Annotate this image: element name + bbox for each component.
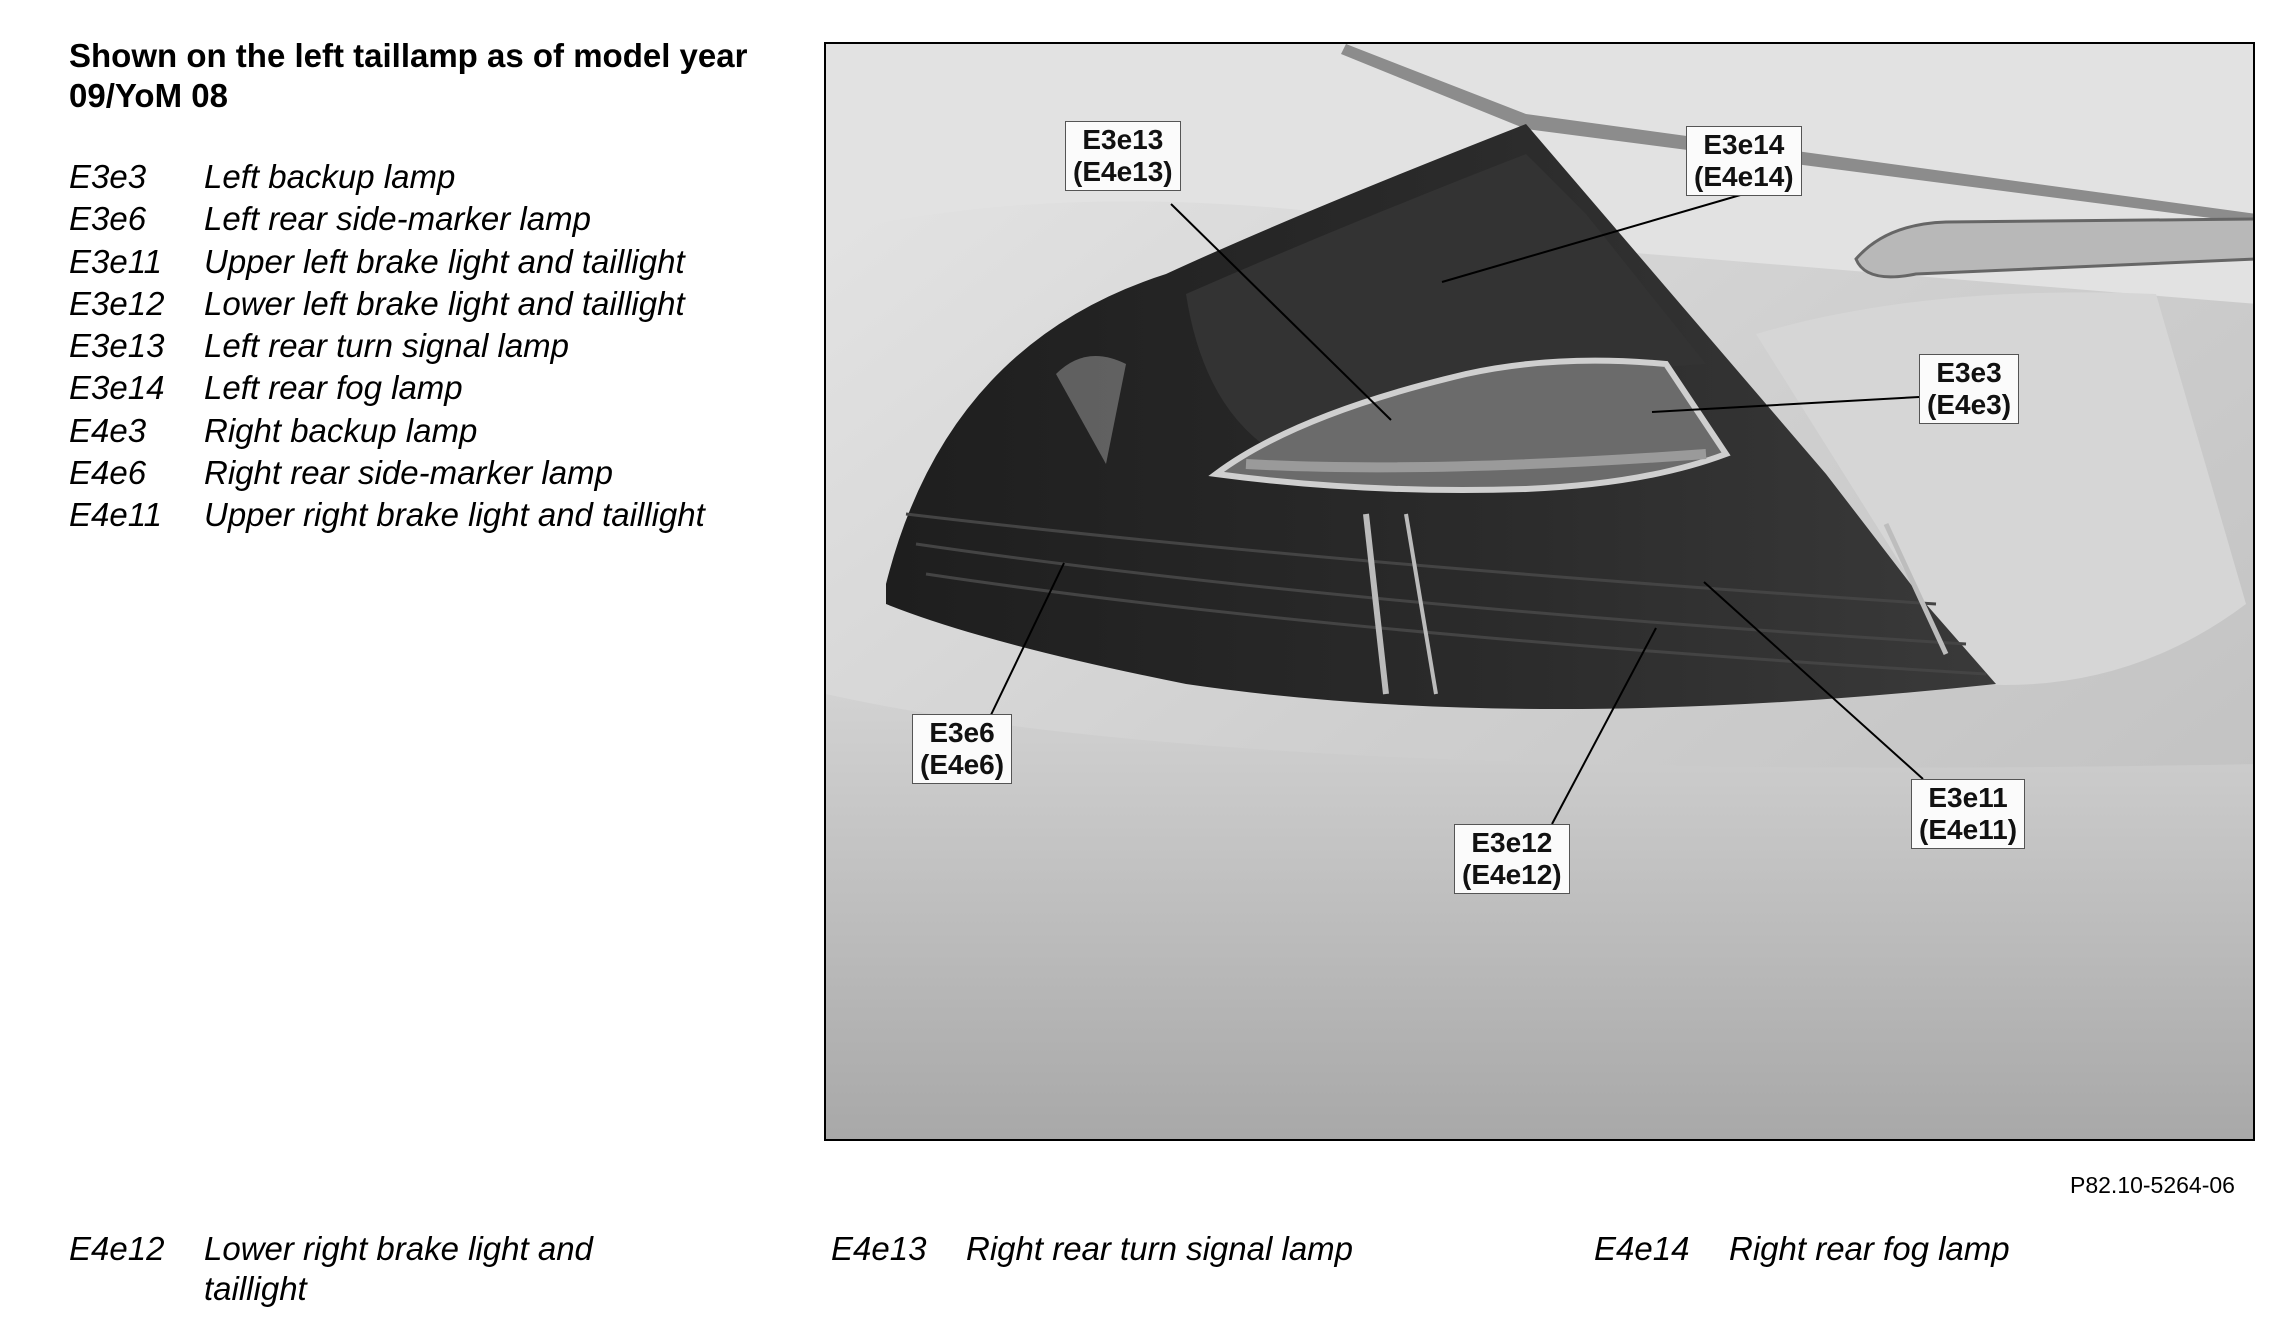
legend-desc: Left rear fog lamp bbox=[204, 369, 463, 407]
callout-e11-line1: E3e11 bbox=[1928, 782, 2008, 813]
callout-e3-line1: E3e3 bbox=[1936, 357, 2002, 388]
legend-code: E3e6 bbox=[69, 200, 147, 238]
callout-e13-line2: (E4e13) bbox=[1073, 156, 1173, 187]
callout-e13-line1: E3e13 bbox=[1082, 124, 1164, 155]
taillamp-photo bbox=[824, 42, 2255, 1141]
legend-desc: Right rear turn signal lamp bbox=[966, 1230, 1354, 1267]
legend-desc: Right rear fog lamp bbox=[1729, 1230, 2010, 1267]
legend-desc: Left rear turn signal lamp bbox=[204, 327, 570, 365]
callout-e11-line2: (E4e11) bbox=[1919, 814, 2018, 845]
legend-code: E3e3 bbox=[69, 158, 147, 195]
legend-code: E4e3 bbox=[69, 411, 147, 449]
callout-e12-line1: E3e12 bbox=[1471, 827, 1553, 858]
legend-desc: Upper right brake light and taillight bbox=[204, 496, 705, 534]
callout-e3-line2: (E4e3) bbox=[1927, 389, 2012, 420]
legend-code: E3e13 bbox=[69, 327, 165, 365]
callout-e12 bbox=[1454, 824, 1570, 894]
callout-e6-line2: (E4e6) bbox=[920, 749, 1005, 780]
legend-code: E3e14 bbox=[69, 369, 165, 407]
legend-desc: Right rear side-marker lamp bbox=[204, 454, 613, 492]
legend-code: E4e12 bbox=[69, 1230, 165, 1267]
callout-e6 bbox=[912, 714, 1012, 784]
legend-code: E3e11 bbox=[69, 242, 162, 280]
callout-e14-line2: (E4e14) bbox=[1694, 161, 1794, 192]
taillamp-illustration bbox=[826, 44, 2255, 1141]
legend-code: E4e13 bbox=[831, 1230, 927, 1267]
figure-reference: P82.10-5264-06 bbox=[2070, 1172, 2235, 1198]
page-heading: Shown on the left taillamp as of model year 09/YoM 08 bbox=[69, 37, 748, 114]
legend-desc: Left backup lamp bbox=[204, 158, 456, 195]
legend-code: E3e12 bbox=[69, 284, 165, 322]
legend-desc: Lower right brake light and taillight bbox=[204, 1230, 593, 1307]
legend-code: E4e14 bbox=[1594, 1230, 1690, 1267]
bottom-legend-item bbox=[69, 1229, 749, 1319]
bottom-legend-item bbox=[831, 1229, 1551, 1269]
callout-e13 bbox=[1065, 121, 1181, 191]
legend-code: E4e6 bbox=[69, 454, 147, 492]
callout-e6-line1: E3e6 bbox=[929, 717, 995, 748]
bottom-legend-item bbox=[1594, 1229, 2234, 1269]
callout-e14 bbox=[1686, 126, 1802, 196]
legend-desc: Upper left brake light and taillight bbox=[204, 242, 685, 280]
callout-e12-line2: (E4e12) bbox=[1462, 859, 1562, 890]
legend-desc: Left rear side-marker lamp bbox=[204, 200, 591, 238]
callout-e11 bbox=[1911, 779, 2025, 849]
callout-e3 bbox=[1919, 354, 2019, 424]
legend-desc: Right backup lamp bbox=[204, 411, 478, 449]
legend-desc: Lower left brake light and taillight bbox=[204, 284, 685, 322]
callout-e14-line1: E3e14 bbox=[1703, 129, 1785, 160]
legend-code: E4e11 bbox=[69, 496, 162, 534]
